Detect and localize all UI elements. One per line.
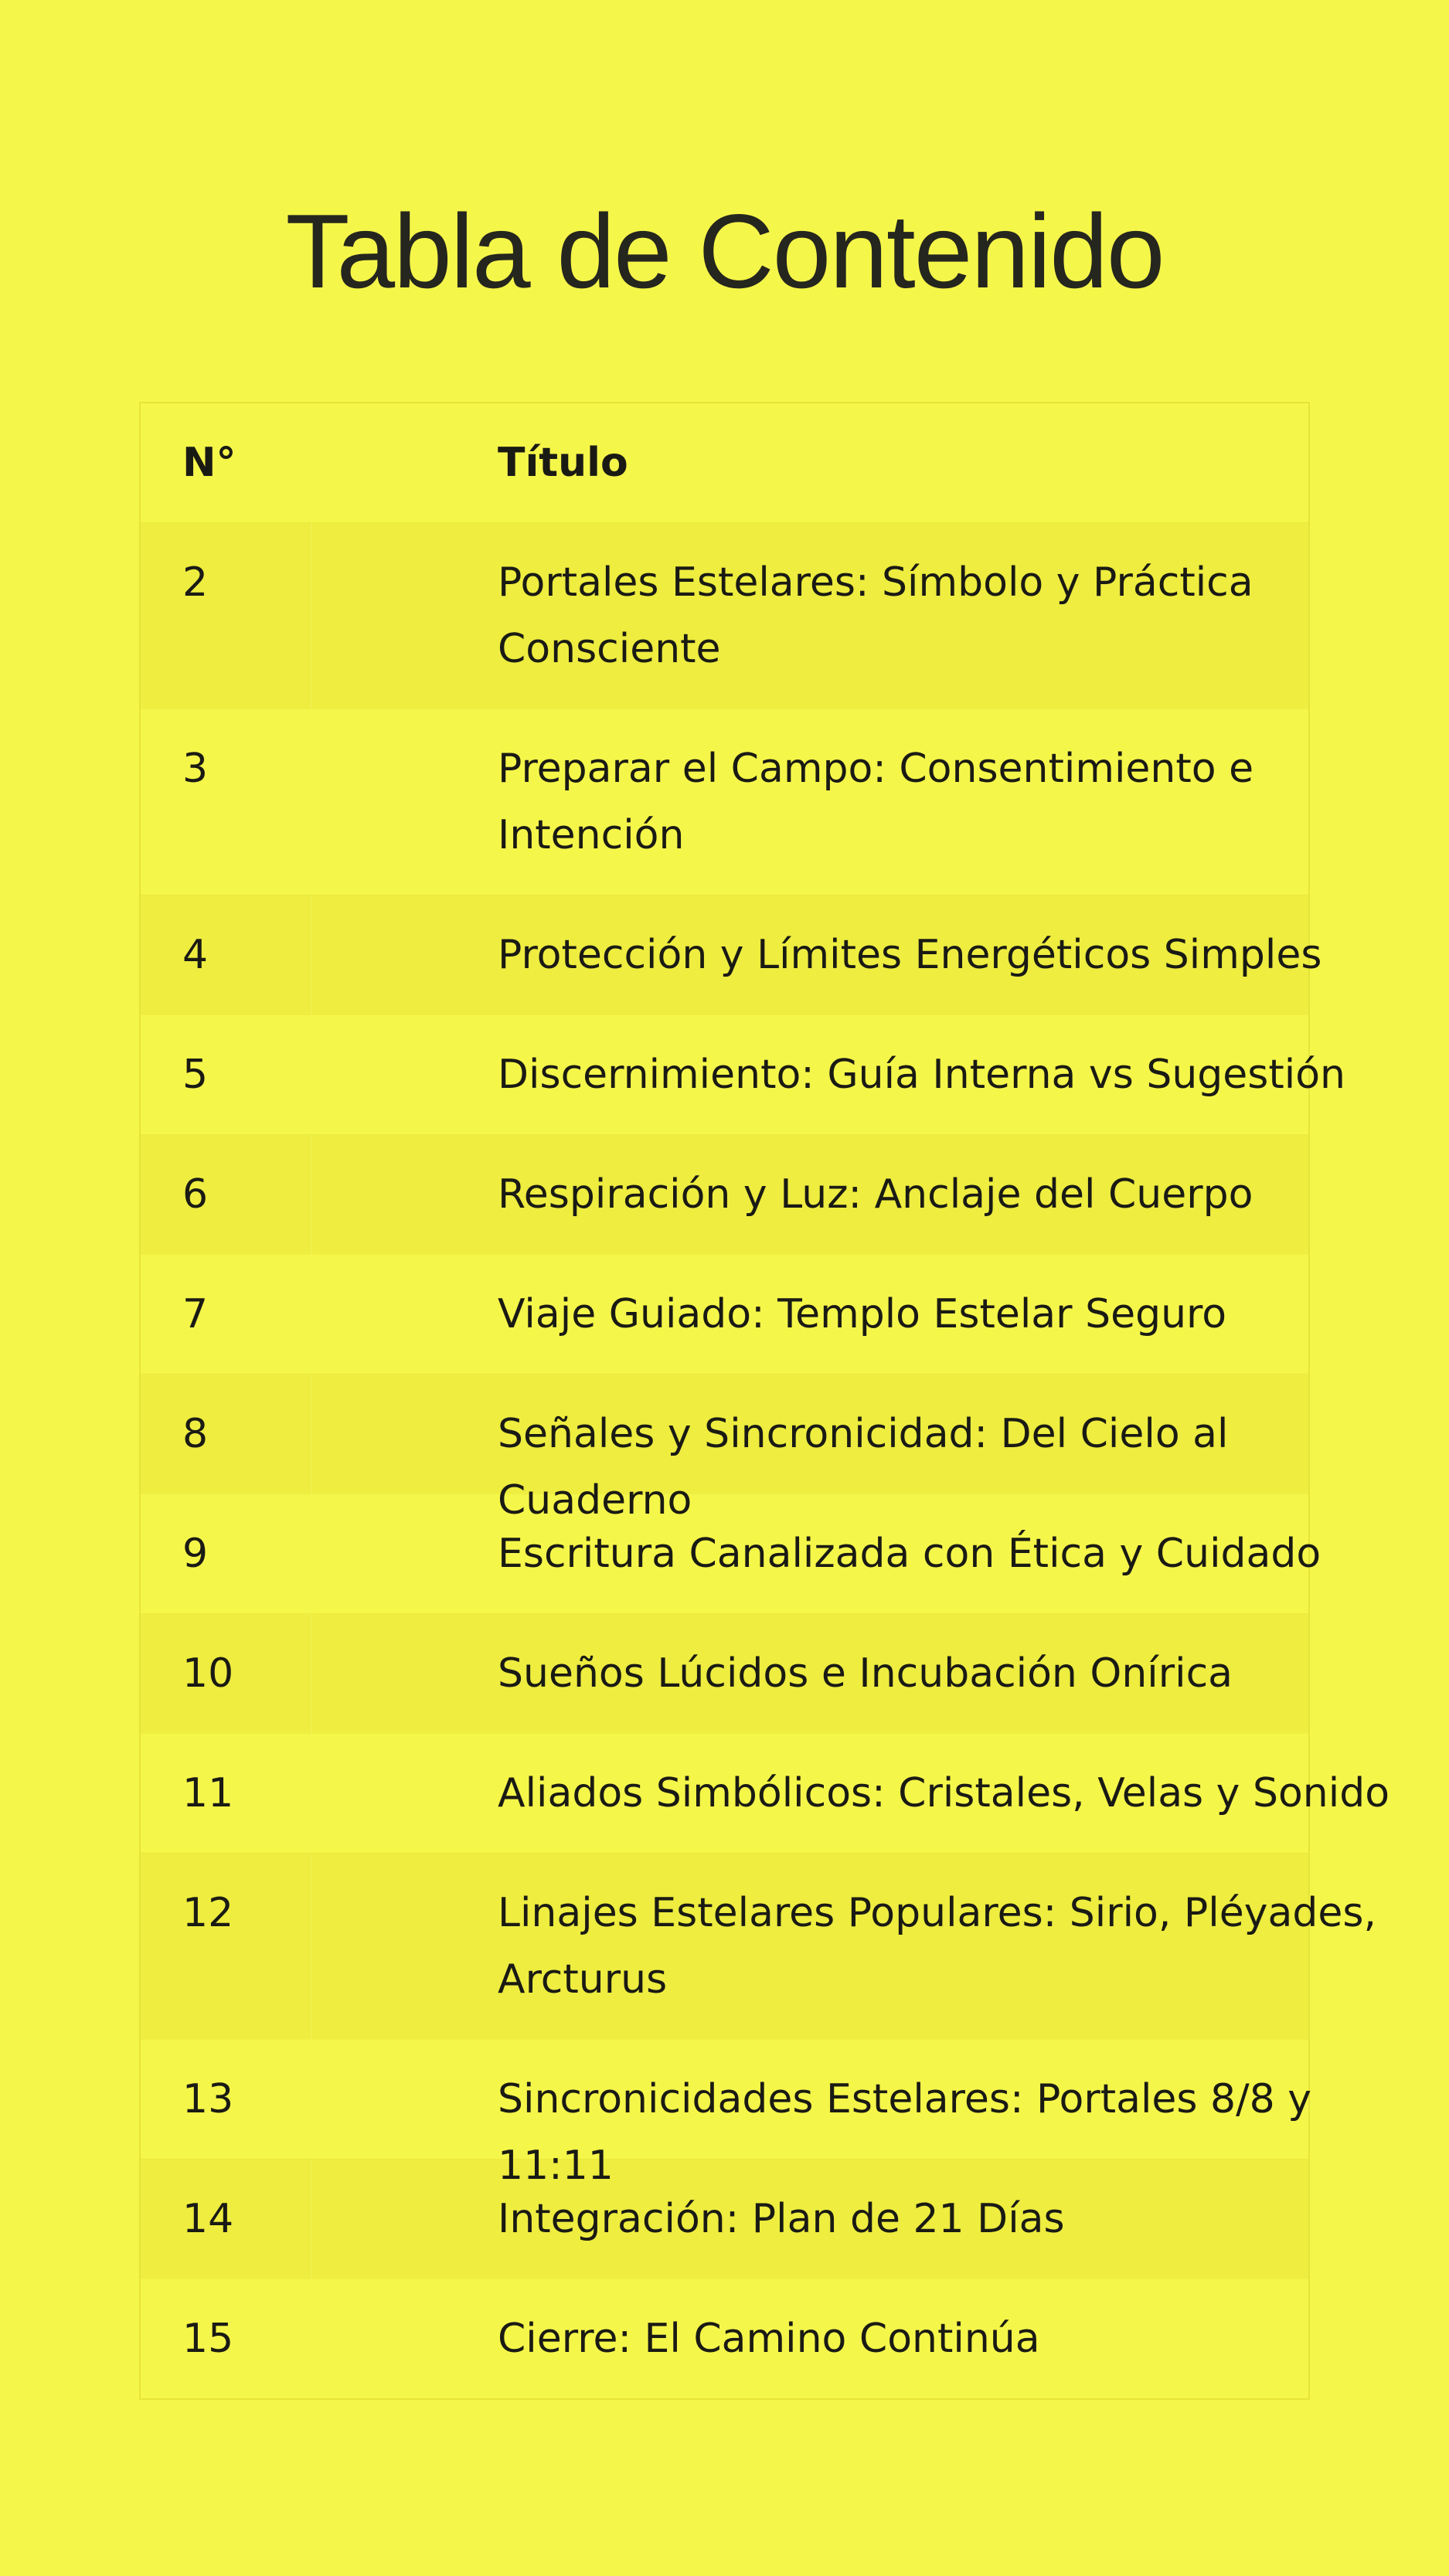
table-of-contents bbox=[139, 402, 1390, 2400]
row-number: 8 bbox=[141, 1375, 312, 1494]
header-title: Título bbox=[498, 440, 628, 486]
table-row bbox=[141, 1374, 1308, 1524]
table-row bbox=[141, 895, 1322, 1014]
row-title: Linajes Estelares Populares: Sirio, Pléyades, Arcturus bbox=[498, 1890, 1376, 2003]
row-number: 13 bbox=[182, 2076, 234, 2122]
row-number: 12 bbox=[141, 1854, 312, 2039]
row-number: 9 bbox=[182, 1531, 209, 1577]
row-number: 3 bbox=[182, 746, 209, 792]
table-row bbox=[141, 1494, 1321, 1613]
row-title: Preparar el Campo: Consentimiento e Intención bbox=[498, 746, 1254, 858]
page-title: Tabla de Contenido bbox=[285, 192, 1164, 310]
table-row bbox=[141, 1733, 1390, 1853]
row-number: 5 bbox=[182, 1052, 209, 1098]
row-title: Protección y Límites Energéticos Simples bbox=[498, 932, 1322, 978]
row-title: Cierre: El Camino Continúa bbox=[498, 2316, 1040, 2362]
row-number: 10 bbox=[141, 1614, 312, 1733]
row-number: 11 bbox=[182, 1770, 234, 1816]
row-title: Integración: Plan de 21 Días bbox=[498, 2196, 1065, 2242]
header-number: N° bbox=[182, 440, 236, 486]
row-title: Escritura Canalizada con Ética y Cuidado bbox=[498, 1531, 1321, 1577]
table-row bbox=[141, 1613, 1308, 1733]
row-title: Señales y Sincronicidad: Del Cielo al Cuaderno bbox=[498, 1411, 1229, 1524]
row-number: 2 bbox=[141, 523, 312, 709]
table-row bbox=[141, 2279, 1308, 2398]
row-number: 6 bbox=[141, 1135, 312, 1254]
row-title: Sincronicidades Estelares: Portales 8/8 y 11:11 bbox=[498, 2076, 1311, 2189]
table-row bbox=[141, 2039, 1311, 2189]
row-title: Sueños Lúcidos e Incubación Onírica bbox=[498, 1650, 1233, 1697]
row-title: Discernimiento: Guía Interna vs Sugestión bbox=[498, 1052, 1345, 1098]
table-row bbox=[141, 709, 1308, 895]
row-number: 4 bbox=[141, 895, 312, 1014]
table-row bbox=[141, 1014, 1345, 1134]
row-title: Portales Estelares: Símbolo y Práctica Consciente bbox=[498, 559, 1253, 672]
table-row bbox=[141, 1134, 1308, 1254]
table-row bbox=[141, 522, 1308, 709]
row-title: Viaje Guiado: Templo Estelar Seguro bbox=[498, 1291, 1227, 1337]
row-number: 7 bbox=[182, 1291, 209, 1337]
table-row bbox=[141, 1853, 1376, 2039]
table-row bbox=[141, 2159, 1308, 2279]
row-number: 14 bbox=[141, 2160, 312, 2279]
table-row bbox=[141, 1254, 1308, 1374]
table-header-row bbox=[141, 403, 1308, 522]
row-title: Respiración y Luz: Anclaje del Cuerpo bbox=[498, 1171, 1253, 1218]
row-title: Aliados Simbólicos: Cristales, Velas y Sonido bbox=[498, 1770, 1390, 1816]
row-number: 15 bbox=[182, 2316, 234, 2362]
